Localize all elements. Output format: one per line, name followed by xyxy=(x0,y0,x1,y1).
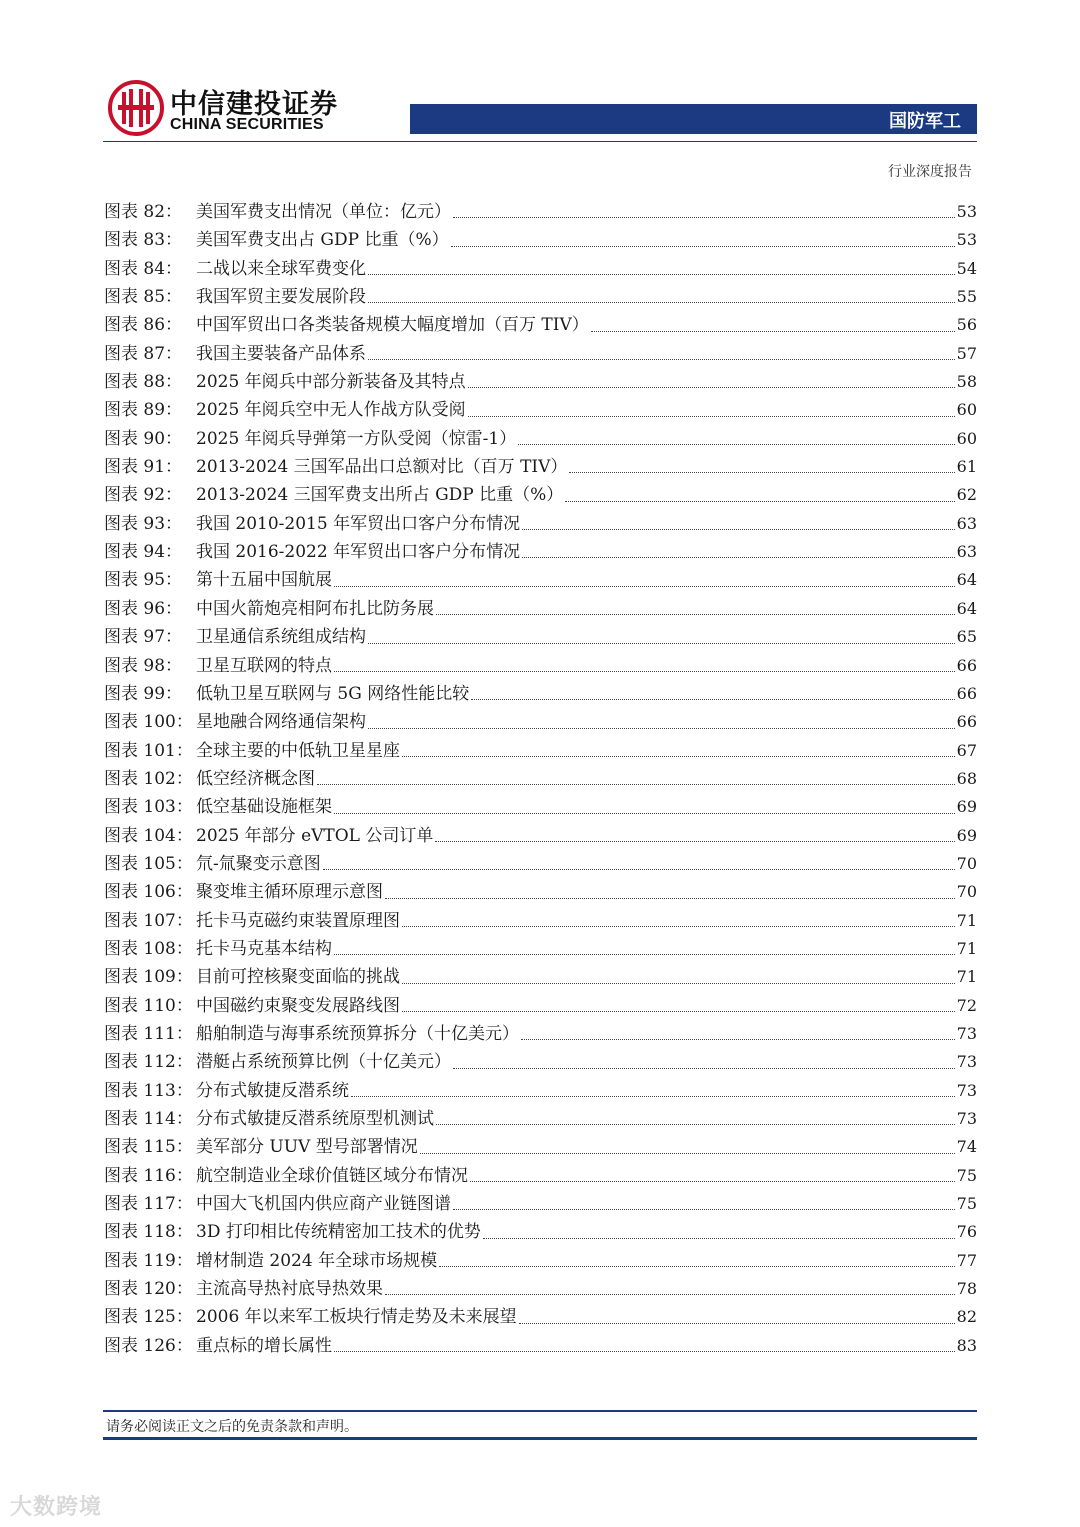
toc-entry[interactable] xyxy=(104,1048,977,1076)
toc-entry-page: 57 xyxy=(956,343,977,363)
toc-entry-label: 图表 96： xyxy=(104,598,183,619)
toc-entry[interactable] xyxy=(104,1190,977,1218)
toc-entry-title: 我国 2016-2022 年军贸出口客户分布情况 xyxy=(196,542,521,563)
toc-dot-leader xyxy=(470,1180,955,1182)
toc-dot-leader xyxy=(436,613,955,615)
toc-dot-leader xyxy=(471,698,954,700)
toc-entry[interactable] xyxy=(104,765,977,793)
toc-entry-label: 图表 91： xyxy=(104,457,183,478)
toc-entry-label: 图表 87： xyxy=(104,343,183,364)
toc-entry-title: 中国火箭炮亮相阿布扎比防务展 xyxy=(196,598,434,619)
section-tag: 国防军工 xyxy=(889,111,961,132)
toc-entry-page: 66 xyxy=(956,655,977,675)
toc-dot-leader xyxy=(453,1208,955,1210)
page-header xyxy=(0,0,1080,190)
toc-entry-title: 托卡马克磁约束装置原理图 xyxy=(196,910,400,931)
toc-entry-page: 69 xyxy=(956,797,977,817)
toc-entry-label: 图表 101： xyxy=(104,740,193,761)
toc-entry-title: 二战以来全球军费变化 xyxy=(196,258,366,279)
toc-entry-page: 68 xyxy=(956,768,977,788)
watermark: 大数跨境 xyxy=(10,1495,103,1520)
toc-entry-title: 低空基础设施框架 xyxy=(196,797,332,818)
toc-entry-label: 图表 114： xyxy=(104,1109,193,1129)
toc-entry-label: 图表 126： xyxy=(104,1335,193,1356)
toc-entry[interactable] xyxy=(104,453,977,481)
toc-entry-label: 图表 90： xyxy=(104,428,183,449)
toc-entry-label: 图表 92： xyxy=(104,485,183,506)
toc-entry[interactable] xyxy=(104,1303,977,1331)
toc-entry-page: 67 xyxy=(956,740,977,760)
toc-entry-title: 重点标的增长属性 xyxy=(196,1335,332,1356)
toc-entry[interactable] xyxy=(104,878,977,906)
toc-entry-title: 主流高导热衬底导热效果 xyxy=(196,1279,383,1300)
toc-dot-leader xyxy=(453,1067,955,1069)
toc-entry-label: 图表 113： xyxy=(104,1080,193,1101)
toc-entry[interactable] xyxy=(104,623,977,651)
toc-dot-leader xyxy=(591,330,955,332)
toc-dot-leader xyxy=(368,642,955,644)
toc-entry[interactable] xyxy=(104,510,977,538)
toc-entry-label: 图表 82： xyxy=(104,202,183,222)
toc-entry-page: 71 xyxy=(956,910,977,930)
toc-entry-label: 图表 93： xyxy=(104,513,183,534)
toc-dot-leader xyxy=(435,840,954,842)
toc-entry[interactable] xyxy=(104,1332,977,1360)
toc-entry-page: 73 xyxy=(956,1023,977,1043)
toc-entry[interactable] xyxy=(104,340,977,368)
toc-entry-title: 全球主要的中低轨卫星星座 xyxy=(196,740,400,761)
toc-entry-label: 图表 99： xyxy=(104,683,183,704)
toc-entry-label: 图表 111： xyxy=(104,1023,193,1044)
toc-entry-title: 托卡马克基本结构 xyxy=(196,938,332,959)
toc-entry-label: 图表 117： xyxy=(104,1194,193,1215)
toc-entry-label: 图表 102： xyxy=(104,768,193,789)
toc-dot-leader xyxy=(468,415,955,417)
toc-entry-page: 76 xyxy=(956,1222,977,1242)
toc-entry-title: 第十五届中国航展 xyxy=(196,570,332,591)
toc-entry-page: 83 xyxy=(956,1335,977,1355)
toc-entry-label: 图表 97： xyxy=(104,627,183,648)
toc-entry-page: 62 xyxy=(956,485,977,505)
toc-entry-title: 分布式敏捷反潜系统 xyxy=(196,1080,349,1101)
toc-dot-leader xyxy=(522,528,955,530)
toc-dot-leader xyxy=(402,925,955,927)
toc-entry[interactable] xyxy=(104,311,977,339)
toc-entry-page: 60 xyxy=(956,428,977,448)
toc-dot-leader xyxy=(521,1038,955,1040)
toc-dot-leader xyxy=(569,471,954,473)
toc-entry-title: 美军部分 UUV 型号部署情况 xyxy=(196,1137,418,1158)
toc-dot-leader xyxy=(518,443,954,445)
toc-entry-label: 图表 119： xyxy=(104,1250,193,1271)
toc-entry[interactable] xyxy=(104,1162,977,1190)
toc-entry-label: 图表 109： xyxy=(104,967,193,988)
toc-entry[interactable] xyxy=(104,935,977,963)
toc-entry[interactable] xyxy=(104,992,977,1020)
toc-entry-label: 图表 108： xyxy=(104,938,193,959)
toc-entry-label: 图表 125： xyxy=(104,1307,193,1328)
toc-entry[interactable] xyxy=(104,1133,977,1161)
toc-entry[interactable] xyxy=(104,566,977,594)
footer-divider-bottom xyxy=(103,1437,977,1440)
toc-entry-page: 73 xyxy=(956,1080,977,1100)
toc-entry-page: 65 xyxy=(956,627,977,647)
toc-entry-title: 目前可控核聚变面临的挑战 xyxy=(196,967,400,988)
toc-entry[interactable] xyxy=(104,850,977,878)
china-securities-logo xyxy=(108,80,164,136)
toc-entry[interactable] xyxy=(104,1077,977,1105)
toc-entry-title: 中国军贸出口各类装备规模大幅度增加（百万 TIV） xyxy=(196,315,589,336)
toc-dot-leader xyxy=(468,386,955,388)
toc-entry[interactable] xyxy=(104,822,977,850)
toc-dot-leader xyxy=(420,1152,955,1154)
toc-entry[interactable] xyxy=(104,963,977,991)
toc-entry-page: 73 xyxy=(956,1109,977,1128)
toc-dot-leader xyxy=(402,982,955,984)
toc-entry-title: 2025 年部分 eVTOL 公司订单 xyxy=(196,825,434,846)
toc-entry-page: 71 xyxy=(956,938,977,958)
brand-name-en: CHINA SECURITIES xyxy=(170,116,324,133)
toc-entry-label: 图表 85： xyxy=(104,287,183,308)
toc-entry-label: 图表 84： xyxy=(104,258,183,279)
toc-entry-page: 72 xyxy=(956,995,977,1015)
toc-entry-page: 75 xyxy=(956,1194,977,1214)
toc-entry[interactable] xyxy=(104,708,977,736)
toc-entry-page: 78 xyxy=(956,1279,977,1299)
toc-entry-label: 图表 89： xyxy=(104,400,183,421)
toc-entry-title: 中国大飞机国内供应商产业链图谱 xyxy=(196,1194,451,1215)
toc-entry-label: 图表 83： xyxy=(104,230,183,251)
toc-dot-leader xyxy=(323,868,955,870)
toc-entry-label: 图表 95： xyxy=(104,570,183,591)
toc-dot-leader xyxy=(317,783,955,785)
header-divider xyxy=(103,141,977,142)
toc-entry[interactable] xyxy=(104,1218,977,1246)
toc-entry-label: 图表 118： xyxy=(104,1222,193,1243)
toc-dot-leader xyxy=(368,273,955,275)
toc-entry-title: 卫星互联网的特点 xyxy=(196,655,332,676)
toc-entry-page: 58 xyxy=(956,372,977,392)
toc-dot-leader xyxy=(453,216,955,218)
toc-entry[interactable] xyxy=(104,538,977,566)
toc-entry-title: 船舶制造与海事系统预算拆分（十亿美元） xyxy=(196,1023,519,1044)
toc-dot-leader xyxy=(351,1095,955,1097)
toc-entry[interactable] xyxy=(104,907,977,935)
toc-entry[interactable] xyxy=(104,793,977,821)
toc-entry[interactable] xyxy=(104,1020,977,1048)
toc-dot-leader xyxy=(368,727,955,729)
toc-entry-label: 图表 107： xyxy=(104,910,193,931)
toc-entry-title: 2025 年阅兵空中无人作战方队受阅 xyxy=(196,400,466,421)
toc-entry-title: 我国军贸主要发展阶段 xyxy=(196,287,366,308)
toc-entry-page: 53 xyxy=(956,230,977,250)
toc-entry-page: 66 xyxy=(956,712,977,732)
toc-entry-page: 71 xyxy=(956,967,977,987)
toc-dot-leader xyxy=(334,1350,955,1352)
toc-entry[interactable] xyxy=(104,396,977,424)
toc-entry-page: 63 xyxy=(956,542,977,562)
toc-dot-leader xyxy=(519,1322,955,1324)
toc-entry-title: 2025 年阅兵中部分新装备及其特点 xyxy=(196,372,466,393)
toc-entry-page: 73 xyxy=(956,1052,977,1072)
toc-entry-title: 聚变堆主循环原理示意图 xyxy=(196,882,383,903)
toc-entry-title: 3D 打印相比传统精密加工技术的优势 xyxy=(196,1222,481,1243)
toc-entry-title: 2013-2024 三国军品出口总额对比（百万 TIV） xyxy=(196,457,568,478)
toc-entry[interactable] xyxy=(104,425,977,453)
toc-entry-label: 图表 110： xyxy=(104,995,193,1016)
toc-entry-label: 图表 100： xyxy=(104,712,193,733)
toc-entry[interactable] xyxy=(104,198,977,226)
toc-entry-page: 56 xyxy=(956,315,977,335)
toc-entry-page: 64 xyxy=(956,598,977,618)
toc-entry[interactable] xyxy=(104,1105,977,1133)
toc-entry[interactable] xyxy=(104,680,977,708)
footer-divider-top xyxy=(103,1410,977,1412)
toc-entry[interactable] xyxy=(104,368,977,396)
toc-entry-title: 增材制造 2024 年全球市场规模 xyxy=(196,1250,438,1271)
toc-entry-page: 53 xyxy=(956,202,977,221)
toc-entry-label: 图表 86： xyxy=(104,315,183,336)
toc-dot-leader xyxy=(402,755,955,757)
toc-dot-leader xyxy=(368,301,955,303)
toc-dot-leader xyxy=(385,897,955,899)
toc-entry-label: 图表 103： xyxy=(104,797,193,818)
toc-entry-title: 我国 2010-2015 年军贸出口客户分布情况 xyxy=(196,513,521,534)
toc-entry-title: 美国军费支出占 GDP 比重（%） xyxy=(196,230,449,251)
toc-entry-title: 星地融合网络通信架构 xyxy=(196,712,366,733)
toc-entry-page: 64 xyxy=(956,570,977,590)
toc-entry-title: 中国磁约束聚变发展路线图 xyxy=(196,995,400,1016)
toc-entry-page: 74 xyxy=(956,1137,977,1157)
toc-dot-leader xyxy=(385,1293,955,1295)
toc-dot-leader xyxy=(451,245,955,247)
toc-entry-title: 美国军费支出情况（单位：亿元） xyxy=(196,202,451,222)
toc-entry-label: 图表 94： xyxy=(104,542,183,563)
brand-name-cn: 中信建投证券 xyxy=(170,89,338,120)
toc-dot-leader xyxy=(565,500,954,502)
toc-dot-leader xyxy=(402,1010,955,1012)
toc-dot-leader xyxy=(334,670,955,672)
toc-entry-page: 63 xyxy=(956,513,977,533)
toc-entry-title: 我国主要装备产品体系 xyxy=(196,343,366,364)
toc-entry[interactable] xyxy=(104,283,977,311)
toc-dot-leader xyxy=(334,953,955,955)
toc-dot-leader xyxy=(334,812,955,814)
toc-entry-title: 分布式敏捷反潜系统原型机测试 xyxy=(196,1109,434,1129)
toc-entry[interactable] xyxy=(104,1275,977,1303)
toc-dot-leader xyxy=(436,1123,955,1125)
toc-entry[interactable] xyxy=(104,255,977,283)
toc-entry-title: 低轨卫星互联网与 5G 网络性能比较 xyxy=(196,683,470,704)
toc-entry-label: 图表 120： xyxy=(104,1279,193,1300)
toc-entry-page: 60 xyxy=(956,400,977,420)
toc-entry-label: 图表 116： xyxy=(104,1165,193,1186)
toc-dot-leader xyxy=(368,358,955,360)
toc-entry-page: 54 xyxy=(956,258,977,278)
toc-entry-label: 图表 88： xyxy=(104,372,183,393)
section-banner xyxy=(410,104,977,134)
toc-entry-page: 66 xyxy=(956,683,977,703)
toc-entry[interactable] xyxy=(104,595,977,623)
toc-entry-page: 77 xyxy=(956,1250,977,1270)
toc-entry-label: 图表 115： xyxy=(104,1137,193,1158)
toc-entry-page: 61 xyxy=(956,457,977,477)
toc-entry-page: 55 xyxy=(956,287,977,307)
toc-entry-label: 图表 98： xyxy=(104,655,183,676)
toc-entry-page: 70 xyxy=(956,853,977,873)
toc-entry-label: 图表 106： xyxy=(104,882,193,903)
toc-entry-title: 卫星通信系统组成结构 xyxy=(196,627,366,648)
toc-entry-title: 2006 年以来军工板块行情走势及未来展望 xyxy=(196,1307,517,1328)
toc-dot-leader xyxy=(334,585,955,587)
toc-entry-title: 航空制造业全球价值链区域分布情况 xyxy=(196,1165,468,1186)
toc-entry[interactable] xyxy=(104,652,977,680)
toc-dot-leader xyxy=(483,1237,955,1239)
footer-disclaimer: 请务必阅读正文之后的免责条款和声明。 xyxy=(106,1419,358,1435)
toc-entry-title: 潜艇占系统预算比例（十亿美元） xyxy=(196,1052,451,1073)
toc-entry-label: 图表 112： xyxy=(104,1052,193,1073)
toc-entry-label: 图表 105： xyxy=(104,853,193,874)
table-of-figures xyxy=(104,198,977,1360)
toc-entry-page: 70 xyxy=(956,882,977,902)
toc-entry-title: 2025 年阅兵导弹第一方队受阅（惊雷-1） xyxy=(196,428,517,449)
toc-entry-label: 图表 104： xyxy=(104,825,193,846)
toc-entry[interactable] xyxy=(104,226,977,254)
toc-entry[interactable] xyxy=(104,737,977,765)
toc-entry-title: 2013-2024 三国军费支出所占 GDP 比重（%） xyxy=(196,485,564,506)
toc-entry[interactable] xyxy=(104,481,977,509)
toc-dot-leader xyxy=(439,1265,955,1267)
toc-dot-leader xyxy=(522,556,955,558)
toc-entry-page: 75 xyxy=(956,1165,977,1185)
report-type: 行业深度报告 xyxy=(888,164,972,180)
toc-entry-page: 82 xyxy=(956,1307,977,1327)
toc-entry-page: 69 xyxy=(956,825,977,845)
toc-entry-title: 氘-氚聚变示意图 xyxy=(196,853,321,874)
toc-entry-title: 低空经济概念图 xyxy=(196,768,315,789)
toc-entry[interactable] xyxy=(104,1247,977,1275)
